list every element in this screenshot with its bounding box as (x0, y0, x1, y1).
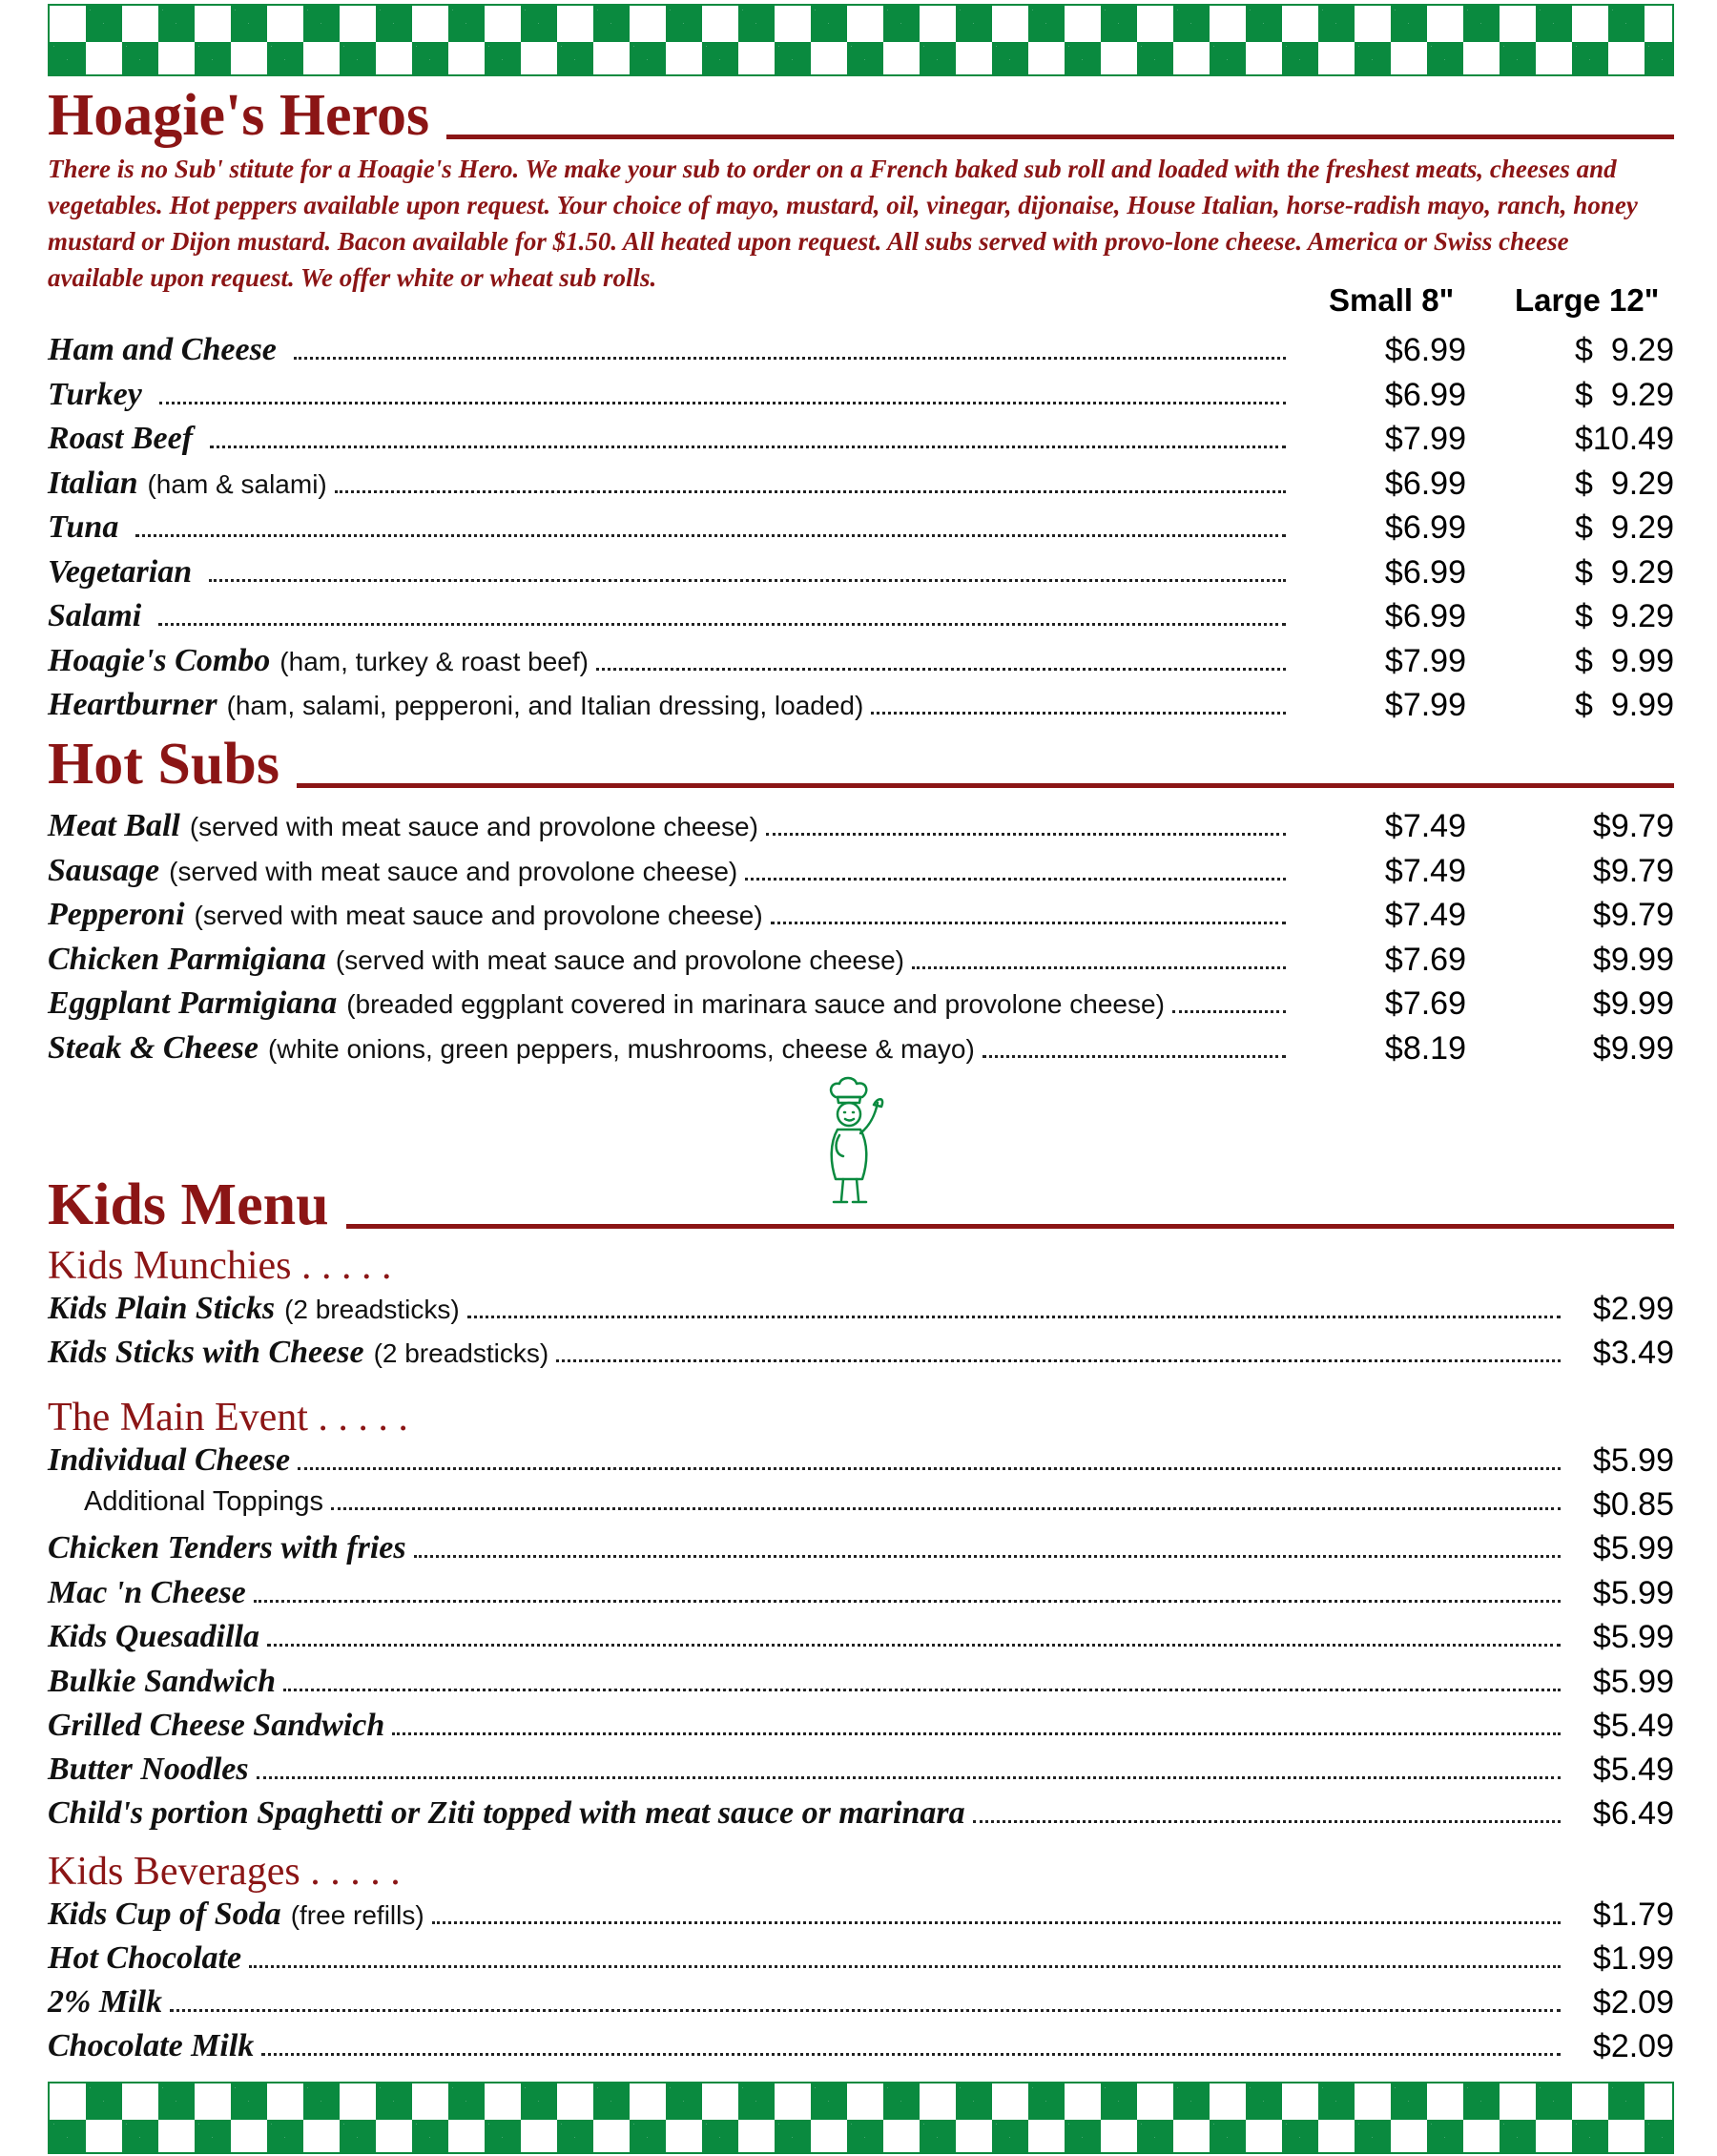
item-name: Italian (48, 466, 138, 501)
leader-dots (1172, 1010, 1286, 1013)
menu-item (48, 598, 1290, 642)
price: $5.99 (1592, 1442, 1674, 1479)
price-large: $9.79 (1592, 897, 1674, 933)
menu-item (48, 466, 1290, 509)
price-large: $ 9.29 (1575, 332, 1674, 368)
kids-rule (346, 1224, 1674, 1229)
price-small: $6.99 (1384, 332, 1466, 368)
item-note: (ham, salami, pepperoni, and Italian dressing, loaded) (226, 691, 864, 720)
price-large: $ 9.99 (1575, 687, 1674, 723)
price-large: $10.49 (1575, 421, 1674, 457)
menu-item (48, 1486, 1564, 1530)
menu-item (48, 1984, 1564, 2028)
price: $5.49 (1592, 1752, 1674, 1788)
price: $1.79 (1592, 1897, 1674, 1933)
item-name: Turkey (48, 377, 142, 412)
price: $5.99 (1592, 1664, 1674, 1700)
leader-dots (973, 1820, 1561, 1823)
price-small: $8.19 (1384, 1030, 1466, 1067)
menu-item (48, 1619, 1564, 1663)
item-name: Meat Ball (48, 808, 180, 843)
leader-dots (335, 490, 1286, 493)
menu-item (48, 1530, 1564, 1574)
menu-item (48, 1897, 1564, 1940)
item-name: Kids Sticks with Cheese (48, 1335, 364, 1370)
leader-dots (261, 2053, 1561, 2056)
leader-dots (596, 668, 1286, 671)
heros-intro: There is no Sub' stitute for a Hoagie's Hero. We make your sub to order on a French baked sub roll and loaded with the freshest meats, cheeses and vegetables. Hot peppers available upon request. Your choice of mayo, mustard, oil, vinegar, dijonaise, House Italian, horse-radish mayo, ranch, honey mustard or Dijon mustard. Bacon available for $1.50. All heated upon request. All subs served with provo-lone cheese. America or Swiss cheese available upon request. We offer white or wheat sub rolls. (48, 155, 1638, 292)
item-name: Hoagie's Combo (48, 643, 271, 678)
leader-dots (414, 1555, 1561, 1558)
price-large: $9.99 (1592, 985, 1674, 1022)
price: $3.49 (1592, 1335, 1674, 1371)
item-name: Heartburner (48, 687, 217, 722)
item-name: Steak & Cheese (48, 1030, 259, 1066)
item-note: (2 breadsticks) (373, 1338, 549, 1368)
leader-dots (467, 1316, 1561, 1318)
price-large: $ 9.29 (1575, 377, 1674, 413)
price: $1.99 (1592, 1940, 1674, 1977)
price-large: $ 9.29 (1575, 509, 1674, 546)
hot-subs-rule (297, 783, 1674, 788)
item-name: Child's portion Spaghetti or Ziti topped with meat sauce or marinara (48, 1795, 965, 1831)
menu-item (48, 1752, 1564, 1795)
menu-item (48, 2028, 1564, 2072)
item-note: (served with meat sauce and provolone cheese) (169, 857, 738, 886)
item-name: Additional Toppings (84, 1486, 323, 1517)
menu-item (48, 509, 1290, 553)
leader-dots (170, 2009, 1561, 2012)
main-event-heading: The Main Event . . . . . (48, 1396, 408, 1440)
item-name: Bulkie Sandwich (48, 1664, 277, 1699)
item-name: Grilled Cheese Sandwich (48, 1708, 385, 1743)
item-name: Chicken Tenders with fries (48, 1530, 406, 1565)
price-small: $7.69 (1384, 942, 1466, 978)
leader-dots (267, 1644, 1561, 1647)
menu-item (48, 1335, 1564, 1379)
item-note: (served with meat sauce and provolone cheese) (194, 901, 763, 930)
leader-dots (432, 1921, 1561, 1924)
leader-dots (159, 402, 1286, 404)
menu-item (48, 554, 1290, 598)
price-small: $7.49 (1384, 853, 1466, 889)
price: $6.49 (1592, 1795, 1674, 1832)
leader-dots (392, 1732, 1561, 1735)
price: $0.85 (1592, 1486, 1674, 1523)
item-name: Vegetarian (48, 554, 193, 590)
item-name: Individual Cheese (48, 1442, 291, 1478)
item-name: Kids Plain Sticks (48, 1291, 276, 1326)
item-note: (2 breadsticks) (284, 1295, 460, 1324)
item-note: (ham & salami) (147, 469, 327, 499)
hot-subs-title: Hot Subs (48, 732, 279, 797)
item-name: Chicken Parmigiana (48, 942, 326, 977)
leader-dots (254, 1600, 1561, 1603)
leader-dots (158, 623, 1286, 626)
price: $5.99 (1592, 1530, 1674, 1566)
item-name: Kids Cup of Soda (48, 1897, 281, 1932)
leader-dots (294, 357, 1286, 360)
leader-dots (249, 1965, 1561, 1968)
price-small: $6.99 (1384, 466, 1466, 502)
checkered-border-top (48, 4, 1674, 76)
price-large: $9.79 (1592, 853, 1674, 889)
menu-item (48, 643, 1290, 687)
price: $2.99 (1592, 1291, 1674, 1327)
kids-munchies-heading: Kids Munchies . . . . . (48, 1244, 392, 1288)
price: $5.99 (1592, 1619, 1674, 1655)
menu-item (48, 1291, 1564, 1335)
item-note: (served with meat sauce and provolone cheese) (189, 812, 758, 841)
item-name: 2% Milk (48, 1984, 162, 2020)
leader-dots (209, 579, 1286, 582)
leader-dots (331, 1507, 1561, 1510)
menu-item (48, 1030, 1290, 1074)
item-note: (white onions, green peppers, mushrooms, cheese & mayo) (267, 1034, 975, 1064)
price-large: $ 9.29 (1575, 598, 1674, 634)
item-name: Sausage (48, 853, 160, 888)
col-head-small: Small 8" (1329, 282, 1455, 318)
price-small: $6.99 (1384, 377, 1466, 413)
heros-header (48, 83, 1674, 148)
item-name: Salami (48, 598, 142, 633)
price: $5.99 (1592, 1575, 1674, 1611)
leader-dots (871, 712, 1286, 715)
item-name: Ham and Cheese (48, 332, 277, 367)
price-small: $7.69 (1384, 985, 1466, 1022)
item-note: (served with meat sauce and provolone cheese) (335, 945, 904, 975)
price-small: $7.99 (1384, 421, 1466, 457)
menu-item (48, 1708, 1564, 1752)
menu-item (48, 332, 1290, 376)
leader-dots (771, 922, 1286, 924)
price-large: $9.79 (1592, 808, 1674, 844)
price-small: $6.99 (1384, 509, 1466, 546)
heros-rule (446, 135, 1674, 139)
price-large: $ 9.29 (1575, 466, 1674, 502)
menu-item (48, 1940, 1564, 1984)
item-note: (ham, turkey & roast beef) (279, 647, 589, 676)
price-large: $ 9.99 (1575, 643, 1674, 679)
price-large: $9.99 (1592, 942, 1674, 978)
price: $5.49 (1592, 1708, 1674, 1744)
item-name: Kids Quesadilla (48, 1619, 259, 1654)
price-large: $ 9.29 (1575, 554, 1674, 591)
menu-item (48, 942, 1290, 985)
leader-dots (257, 1776, 1561, 1779)
leader-dots (556, 1359, 1561, 1362)
item-name: Hot Chocolate (48, 1940, 242, 1976)
item-note: (breaded eggplant covered in marinara sauce and provolone cheese) (346, 989, 1165, 1019)
checkered-border-bottom (48, 2082, 1674, 2154)
menu-item (48, 687, 1290, 731)
leader-dots (912, 966, 1286, 969)
menu-item (48, 985, 1290, 1029)
price: $2.09 (1592, 2028, 1674, 2064)
menu-item (48, 897, 1290, 941)
menu-item (48, 1442, 1564, 1486)
leader-dots (766, 833, 1286, 836)
price-small: $7.99 (1384, 643, 1466, 679)
item-name: Butter Noodles (48, 1752, 249, 1787)
item-name: Tuna (48, 509, 119, 545)
price-small: $6.99 (1384, 554, 1466, 591)
hot-subs-header (48, 732, 1674, 797)
kids-title: Kids Menu (48, 1172, 329, 1237)
menu-item (48, 1575, 1564, 1619)
price-small: $7.99 (1384, 687, 1466, 723)
leader-dots (283, 1689, 1561, 1691)
price-small: $7.49 (1384, 808, 1466, 844)
leader-dots (983, 1055, 1286, 1058)
menu-item (48, 808, 1290, 852)
item-name: Roast Beef (48, 421, 194, 456)
item-name: Pepperoni (48, 897, 185, 932)
price-large: $9.99 (1592, 1030, 1674, 1067)
kids-beverages-heading: Kids Beverages . . . . . (48, 1850, 401, 1894)
item-name: Mac 'n Cheese (48, 1575, 246, 1610)
leader-dots (135, 534, 1286, 537)
price: $2.09 (1592, 1984, 1674, 2021)
menu-item (48, 377, 1290, 421)
item-name: Eggplant Parmigiana (48, 985, 338, 1021)
menu-item (48, 421, 1290, 465)
menu-item (48, 1795, 1564, 1839)
leader-dots (745, 878, 1286, 881)
item-name: Chocolate Milk (48, 2028, 255, 2063)
leader-dots (298, 1467, 1561, 1470)
col-head-large: Large 12" (1515, 282, 1660, 318)
price-small: $6.99 (1384, 598, 1466, 634)
leader-dots (210, 446, 1286, 448)
menu-item (48, 1664, 1564, 1708)
item-note: (free refills) (290, 1900, 424, 1930)
heros-title: Hoagie's Heros (48, 83, 430, 148)
kids-header (48, 1172, 1674, 1237)
menu-item (48, 853, 1290, 897)
price-small: $7.49 (1384, 897, 1466, 933)
